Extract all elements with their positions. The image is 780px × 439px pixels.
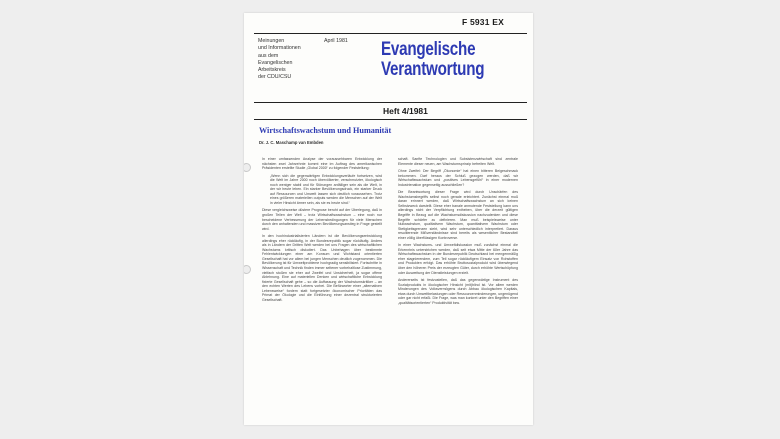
divider: [254, 102, 527, 103]
paragraph: In einer Wachstums- und Umweltdiskussion muß zunächst einmal die Erkenntnis unterstrichen werden, daß seit etwa Mitte der 60er Jahre das Wirtschaftswachstum in der Bundesrepublik Deutschland bei mengenmäßig eher stagnierendem, zum Teil sogar rückläufigem Einsatz von Rohstoffen und Produkten erfolgt. Das erhöhte Bruttosozialprodukt wird überwiegend über den höheren Preis der erzeugten Güter, durch erhöhte Wertschöpfung oder Ausweitung der Dienstleistungen erzielt.: [398, 243, 518, 275]
article-author: Dr. J. C. Maschamp van Embden: [259, 140, 324, 145]
publication-title-line: Verantwortung: [381, 59, 485, 80]
paragraph: In einer umfassenden Analyse der voraussehbaren Entwicklung der nächsten zwei Jahrzehnte kommt eine im Auftrag des amerikanischen Präsidenten erstellte Studie „Global 2000“ zu folgender Feststellung:: [262, 157, 382, 171]
issue-number: Heft 4/1981: [383, 106, 428, 116]
publisher-line: Meinungen: [258, 38, 285, 44]
document-code: F 5931 EX: [462, 17, 504, 27]
article-title: Wirtschaftswachstum und Humanität: [259, 126, 392, 135]
punch-hole: [244, 163, 251, 172]
publisher-line: Arbeitskreis: [258, 67, 286, 74]
publication-date: April 1981: [324, 38, 348, 44]
paragraph: In den hochindustrialisierten Ländern ist die Bevölkerungsentwicklung allerdings eher rückläufig, in der Bundesrepublik sogar rückläufig. Anders als in Ländern der Dritten Welt werden bei uns Fragen des wirtschaftlichen Wachstums kritisch diskutiert. Das Unbehagen über bestimmte Fehlentwicklungen einer am Konsum und Wohlstand orientierten Gesellschaft hat vor allem bei jungen Menschen deutlich zugenommen. Die Bevölkerung ist für Umweltprobleme hochgradig sensibilisiert. Fortschritte in Wissenschaft und Technik finden immer seltener vorbehaltlose Zustimmung, vielfach stoßen sie eher auf Zweifel und Unsicherheit, ja sogar offene Ablehnung. Eine auf materiellen Denken und wirtschaftliche Entwicklung fixierte Gesellschaft gehe – so die Auffassung der Wachstumskritiker – an den echten Werten des Lebens vorbei. Die Befürworter einer „alternativen Lebensweise“ fordern statt fortgesetzter ökonomischer Prioritäten das Primat der Ökologie und die Einführung einer dezentral strukturierten Gesellschaft.: [262, 234, 382, 302]
paragraph: schaft. Sanfte Technologien und Subsistenzwirtschaft sind zentrale Elemente dieser neuen, am Wachstumsprinzip befreiten Welt.: [398, 157, 518, 166]
publisher-info: [258, 38, 301, 82]
punch-hole: [244, 265, 251, 274]
quote-paragraph: „Wenn sich die gegenwärtigen Entwicklungsverläufe fortsetzen, wird die Welt im Jahre 2000 noch übervölkerter, verschmutzter, ökologisch noch weniger stabil und für Störungen anfälliger sein als die Welt, in der wir heute leben. Ein starker Bevölkerungsdruck, ein starker Druck auf Ressourcen und Umwelt lassen sich deutlich voraussehen. Trotz eines größeren materiellen outputs werden die Menschen auf der Welt in vieler Hinsicht ärmer sein, als sie es heute sind.“: [270, 173, 382, 205]
publisher-line: und Informationen: [258, 45, 301, 52]
text-column-left: [262, 157, 382, 305]
divider: [254, 119, 527, 120]
paragraph: Andererseits ist festzustellen, daß das gegenwärtige Instrument des Sozialprodukts in ökologischer Hinsicht (mit)blind ist. Vor allem werden Minderungen des Volksvermögens durch Abbau ökologischen Kapitals, etwa durch Umweltbelastungen oder Ressourcenminderungen, ungenügend oder gar nicht erfaßt. Die Frage, was man konkret unter den Begriffen einer „qualitätsorientierten“ Produktivität bzw.: [398, 278, 518, 305]
publisher-line: Evangelischen: [258, 59, 293, 66]
divider: [254, 33, 527, 34]
paragraph: Die Beantwortung dieser Frage wird durch Unschärfen des Wachstumsbegriffs selbst noch gerade erleichtert. Zunächst einmal muß daran erinnert werden, daß Wirtschaftswachstum an sich keinen Selbstzweck darstellt. Diese eher banale anmutende Feststellung kann uns allerdings nicht der Verpflichtung entheben, über die derzeit gültigen Begriffe in Bezug auf die Wachstumsdiskussion nachzudenken und diese Begriffe schärfer zu definieren. Man muß beispielsweise unter Nullwachstum, qualitativem Wachstum, quantitativem Wachstum oder Stetigkeitsgrenzen sieht, wird sehr unterschiedlich interpretiert. Daraus resultierende Mißverständnisse sind bereits als wesentlicher Bestandteil einer völlig überflüssigen Kontroverse.: [398, 190, 518, 240]
publication-title: [381, 40, 484, 80]
text-column-right: [398, 157, 518, 308]
publisher-line: aus dem: [258, 52, 279, 59]
publication-title-line: Evangelische: [381, 39, 476, 60]
paragraph: Ohne Zweifel: Der Begriff „Ökonomie“ hat einen bitteren Beigeschmack bekommen. Darf heraus der Schluß gezogen werden, daß wir Wirtschaftswachstum und „positives Lebensgefühl“ in einer modernen Industrienation gegenseitig ausschließen?: [398, 169, 518, 187]
paragraph: Diese vergleichsweise düstere Prognose beruht auf der Überlegung, daß in großen Teilen der Welt – trotz Wirtschaftswachstum – eine noch nur bescheidene Verbesserung der Lebensbedingungen für viele Menschen durch den anhaltenden und massiven Bevölkerungsanstieg in Frage gestellt wird.: [262, 208, 382, 231]
document-page: [244, 13, 533, 425]
publisher-line: der CDU/CSU: [258, 74, 292, 81]
